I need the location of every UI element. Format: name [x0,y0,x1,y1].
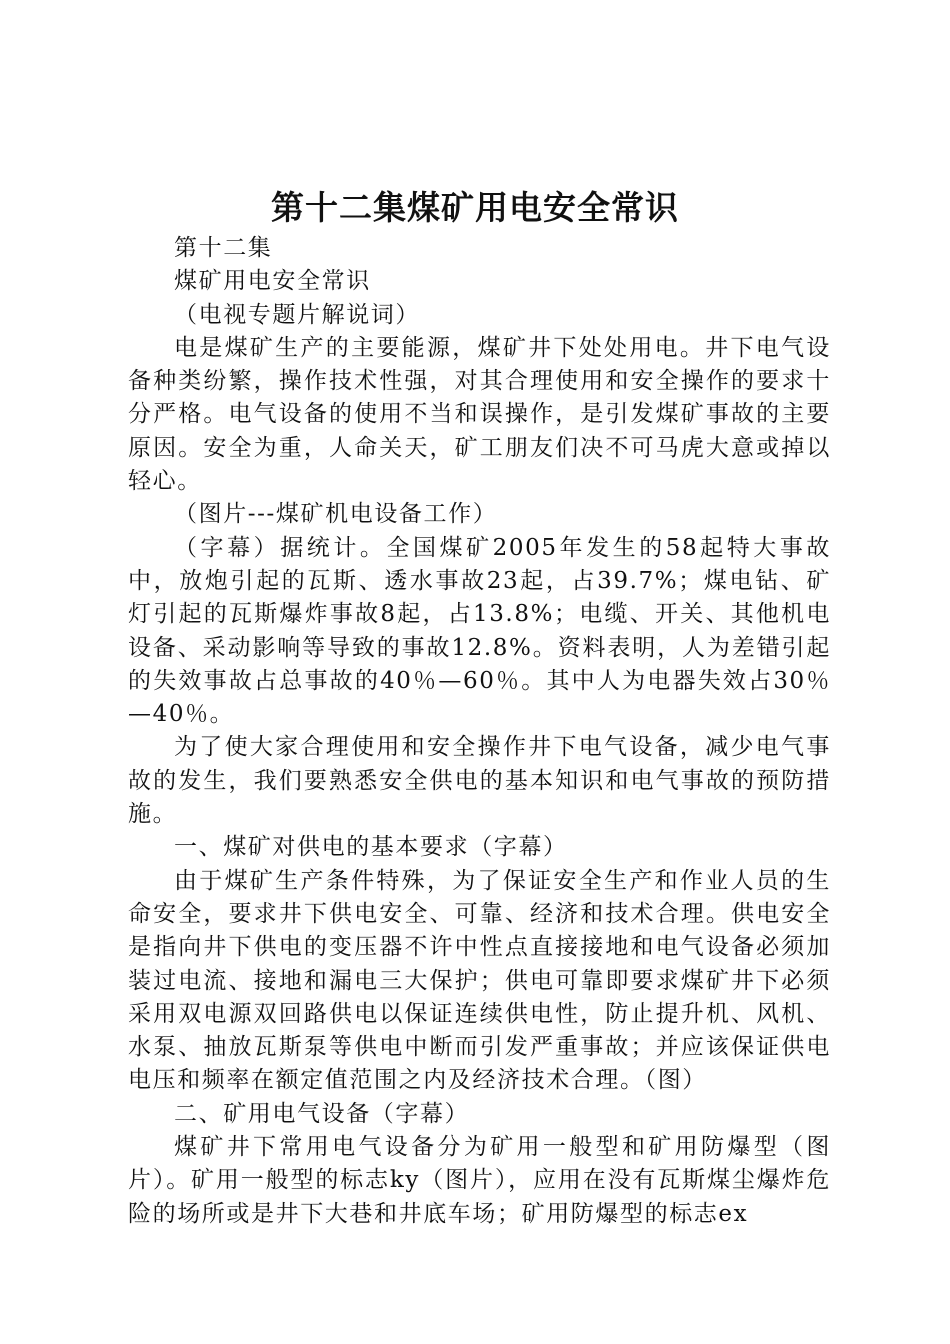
paragraph-picture-note: （图片---煤矿机电设备工作） [174,501,498,528]
paragraph-purpose: 为了使大家合理使用和安全操作井下电气设备，减少电气事故的发生，我们要熟悉安全供电的基本知识和电气事故的预防措施。 [128,734,831,828]
paragraph-power-requirements: 由于煤矿生产条件特殊，为了保证安全生产和作业人员的生命安全，要求井下供电安全、可靠、经济和技术合理。供电安全是指向井下供电的变压器不许中性点直接接地和电气设备必须加装过电流、接地和漏电三大保护；供电可靠即要求煤矿井下必须采用双电源双回路供电以保证连续供电性，防止提升机、风机、水泵、抽放瓦斯泵等供电中断而引发严重事故；并应该保证供电电压和频率在额定值范围之内及经济技术合理。（图） [128,867,831,1094]
paragraph-episode: 第十二集 [174,235,273,261]
document-body [128,232,831,1231]
section-heading-1: 一、煤矿对供电的基本要求（字幕） [174,834,568,861]
paragraph-statistics: （字幕）据统计。全国煤矿2005年发生的58起特大事故中，放炮引起的瓦斯、透水事故23起，占39.7%；煤电钻、矿灯引起的瓦斯爆炸事故8起，占13.8%；电缆、开关、其他机电设备、采动影响等导致的事故12.8%。资料表明，人为差错引起的失效事故占总事故的40％—60％。其中人为电器失效占30％—40％。 [128,534,831,728]
paragraph-intro: 电是煤矿生产的主要能源，煤矿井下处处用电。井下电气设备种类纷繁，操作技术性强，对其合理使用和安全操作的要求十分严格。电气设备的使用不当和误操作，是引发煤矿事故的主要原因。安全为重，人命关天，矿工朋友们决不可马虎大意或掉以轻心。 [128,334,831,495]
paragraph-equipment: 煤矿井下常用电气设备分为矿用一般型和矿用防爆型（图片）。矿用一般型的标志ky（图片），应用在没有瓦斯煤尘爆炸危险的场所或是井下大巷和井底车场；矿用防爆型的标志ex [128,1134,831,1227]
paragraph-subtitle: 煤矿用电安全常识 [174,268,371,295]
paragraph-script-note: （电视专题片解说词） [174,301,420,328]
document-title: 第十二集煤矿用电安全常识 [271,188,679,227]
section-heading-2: 二、矿用电气设备（字幕） [174,1100,470,1127]
